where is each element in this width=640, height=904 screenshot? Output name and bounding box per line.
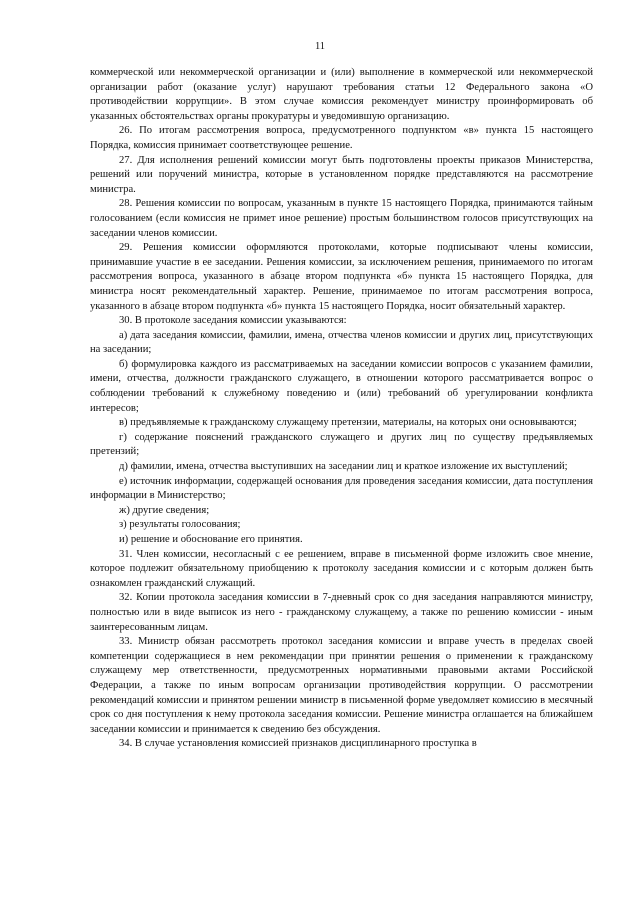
list-item-e: е) источник информации, содержащей основания для проведения заседания комиссии, дата поступления информации в Министерство; [90,475,593,502]
paragraph-29: 29. Решения комиссии оформляются протоколами, которые подписывают члены комиссии, принимавшие участие в ее заседании. Решения комиссии, за исключением решения, принимаемого по итогам рассмотрения вопроса, указанного в абзаце втором подпункта «б» пункта 15 настоящего Порядка, для министра носят рекомендательный характер. Решение, принимаемое по итогам рассмотрения вопроса, указанного в абзаце втором подпункта «б» пункта 15 настоящего Порядка, носит обязательный характер. [90,242,593,312]
paragraph-33: 33. Министр обязан рассмотреть протокол заседания комиссии и вправе учесть в пределах своей компетенции содержащиеся в нем рекомендации при принятии решения о применении к гражданскому служащему мер ответственности, предусмотренных нормативными правовыми актами Российской Федерации, а также по иным вопросам организации противодействия коррупции. О рассмотрении рекомендаций комиссии и принятом решении министр в письменной форме уведомляет комиссию в месячный срок со дня поступления к нему протокола заседания комиссии. Решение министра оглашается на ближайшем заседании комиссии и принимается к сведению без обсуждения. [90,636,593,735]
list-item-v: в) предъявляемые к гражданскому служащему претензии, материалы, на которых они основываются; [119,417,577,429]
paragraph-34: 34. В случае установления комиссией признаков дисциплинарного проступка в [119,738,477,750]
list-item-zh: ж) другие сведения; [119,504,210,516]
paragraph-27: 27. Для исполнения решений комиссии могут быть подготовлены проекты приказов Министерства, решений или поручений министра, которые в установленном порядке представляются на рассмотрение министра. [90,154,593,195]
paragraph-30: 30. В протоколе заседания комиссии указываются: [119,315,347,327]
paragraph-continuation: коммерческой или некоммерческой организации и (или) выполнение в коммерческой или некоммерческой организации работ (оказание услуг) нарушают требования статьи 12 Федерального закона «О противодействии коррупции». В этом случае комиссия рекомендует министру проинформировать об указанных обстоятельствах органы прокуратуры и уведомившую организацию. [90,67,593,122]
page-number: 11 [314,41,326,52]
paragraph-31: 31. Член комиссии, несогласный с ее решением, вправе в письменной форме изложить свое мнение, которое подлежит обязательному приобщению к протоколу заседания комиссии и с которым должен быть ознакомлен гражданский служащий. [90,548,593,589]
list-item-z: з) результаты голосования; [119,519,241,531]
list-item-g: г) содержание пояснений гражданского служащего и других лиц по существу предъявляемых претензий; [90,431,593,458]
paragraph-26: 26. По итогам рассмотрения вопроса, предусмотренного подпунктом «в» пункта 15 настоящего Порядка, комиссия принимает соответствующее решение. [90,125,593,151]
list-item-d: д) фамилии, имена, отчества выступивших на заседании лиц и краткое изложение их выступлений; [119,461,568,473]
list-item-i: и) решение и обоснование его принятия. [119,534,303,545]
list-item-b: б) формулировка каждого из рассматриваемых на заседании комиссии вопросов с указанием фамилии, имени, отчества, должности гражданского служащего, в отношении которого рассматривается вопрос о соблюдении требований к служебному поведению и (или) требований об урегулировании конфликта интересов; [90,358,593,414]
paragraph-32: 32. Копии протокола заседания комиссии в 7-дневный срок со дня заседания направляются министру, полностью или в виде выписок из него - гражданскому служащему, а также по решению комиссии - иным заинтересованным лицам. [90,592,593,633]
paragraph-28: 28. Решения комиссии по вопросам, указанным в пункте 15 настоящего Порядка, принимаются тайным голосованием (если комиссия не примет иное решение) простым большинством голосов присутствующих на заседании членов комиссии. [90,198,593,239]
document-body [90,66,593,752]
list-item-a: а) дата заседания комиссии, фамилии, имена, отчества членов комиссии и других лиц, присутствующих на заседании; [90,329,593,356]
